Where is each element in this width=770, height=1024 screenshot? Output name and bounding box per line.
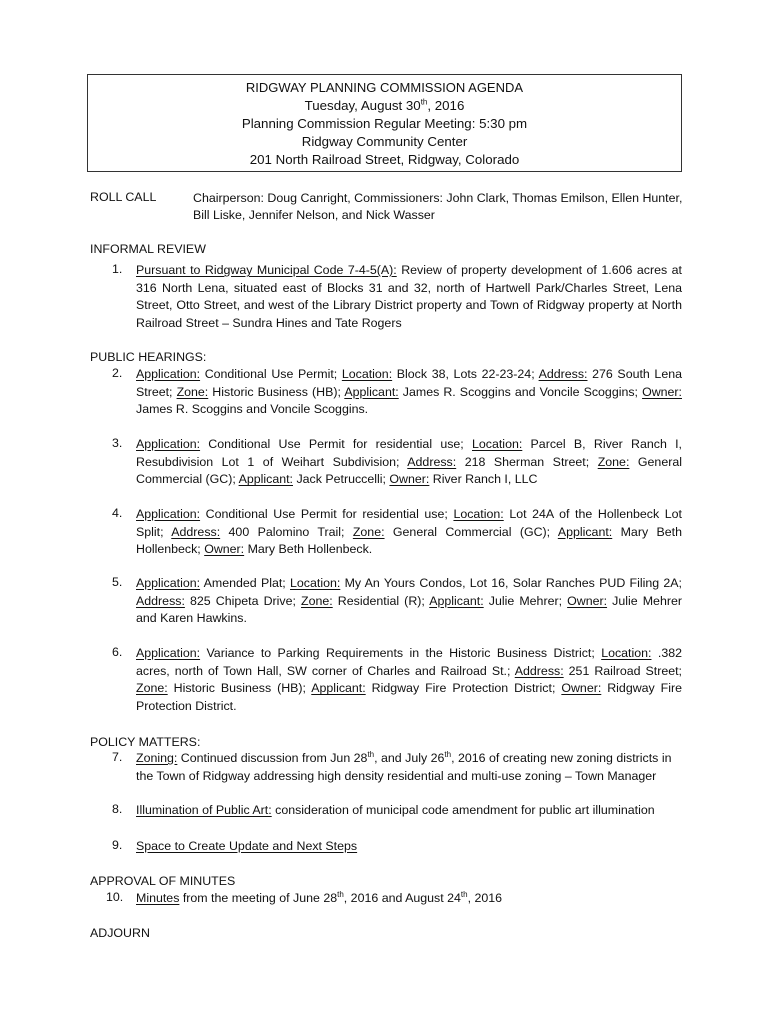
agenda-item-3 <box>112 436 682 489</box>
agenda-item-10 <box>106 890 676 908</box>
agenda-header-box <box>87 74 682 172</box>
roll-call-label: ROLL CALL <box>90 190 157 204</box>
meeting-venue: Ridgway Community Center <box>301 134 468 149</box>
agenda-item-8 <box>112 802 682 820</box>
meeting-date: Tuesday, August 30th, 2016 <box>304 97 465 113</box>
item-body: Space to Create Update and Next Steps <box>136 839 358 853</box>
adjourn-heading: ADJOURN <box>90 926 150 940</box>
meeting-address: 201 North Railroad Street, Ridgway, Colorado <box>249 152 520 167</box>
policy-matters-heading: POLICY MATTERS: <box>90 735 201 749</box>
item-body: Application: Conditional Use Permit for residential use; Location: Parcel B, River Ranch I, Resubdivision Lot 1 of Weihart Subdivision; Address: 218 Sherman Street; Zone: General Commercial (GC); Applicant: Jack Petruccelli; Owner: River Ranch I, LLC <box>136 437 682 487</box>
item-body: Application: Conditional Use Permit; Location: Block 38, Lots 22-23-24; Address: 276 South Lena Street; Zone: Historic Business (HB); Applicant: James R. Scoggins and Voncile Scoggins; Owner: James R. Scoggins and Voncile Scoggins. <box>136 367 683 417</box>
meeting-type: Planning Commission Regular Meeting: 5:30 pm <box>241 116 528 131</box>
item-number: 4. <box>112 506 123 520</box>
agenda-item-9 <box>112 838 682 856</box>
item-number: 6. <box>112 645 123 659</box>
roll-call-members: Chairperson: Doug Canright, Commissioners: John Clark, Thomas Emilson, Ellen Hunter, Bill Liske, Jennifer Nelson, and Nick Wasser <box>193 191 683 222</box>
agenda-item-5 <box>112 575 682 628</box>
item-body: Minutes from the meeting of June 28th, 2016 and August 24th, 2016 <box>136 889 503 905</box>
item-body: Application: Variance to Parking Requirements in the Historic Business District; Location: .382 acres, north of Town Hall, SW corner of Charles and Railroad St.; Address: 251 Railroad Street; Zone: Historic Business (HB); Applicant: Ridgway Fire Protection District; Owner: Ridgway Fire Protection District. <box>136 646 683 713</box>
item-number: 2. <box>112 366 123 380</box>
informal-review-heading: INFORMAL REVIEW <box>90 242 206 256</box>
agenda-title: RIDGWAY PLANNING COMMISSION AGENDA <box>245 80 524 95</box>
item-number: 9. <box>112 838 123 852</box>
item-body: Zoning: Continued discussion from Jun 28th, and July 26th, 2016 of creating new zoning districts in the Town of Ridgway addressing high density residential and multi-use zoning – Town Manager <box>136 749 672 783</box>
agenda-item-6 <box>112 645 682 715</box>
item-body: Pursuant to Ridgway Municipal Code 7-4-5(A): Review of property development of 1.606 acres at 316 North Lena, situated east of Blocks 31 and 32, north of Hartwell Park/Charles Street, Lena Street, Otto Street, and west of the Library District property and Town of Ridgway property at North Railroad Street – Sundra Hines and Tate Rogers <box>136 263 682 330</box>
item-number: 10. <box>106 890 124 904</box>
item-number: 7. <box>112 750 123 764</box>
item-number: 1. <box>112 262 123 276</box>
agenda-item-4 <box>112 506 682 559</box>
agenda-item-2 <box>112 366 682 419</box>
item-body: Application: Amended Plat; Location: My An Yours Condos, Lot 16, Solar Ranches PUD Filing 2A; Address: 825 Chipeta Drive; Zone: Residential (R); Applicant: Julie Mehrer; Owner: Julie Mehrer and Karen Hawkins. <box>136 576 682 626</box>
item-number: 5. <box>112 575 123 589</box>
approval-of-minutes-heading: APPROVAL OF MINUTES <box>90 874 236 888</box>
agenda-item-1 <box>112 262 682 332</box>
item-number: 3. <box>112 436 123 450</box>
agenda-item-7 <box>112 750 682 785</box>
item-number: 8. <box>112 802 123 816</box>
item-body: Illumination of Public Art: consideration of municipal code amendment for public art illumination <box>136 803 655 817</box>
public-hearings-heading: PUBLIC HEARINGS: <box>90 350 207 364</box>
item-body: Application: Conditional Use Permit for residential use; Location: Lot 24A of the Hollenbeck Lot Split; Address: 400 Palomino Trail; Zone: General Commercial (GC); Applicant: Mary Beth Hollenbeck; Owner: Mary Beth Hollenbeck. <box>136 507 683 557</box>
